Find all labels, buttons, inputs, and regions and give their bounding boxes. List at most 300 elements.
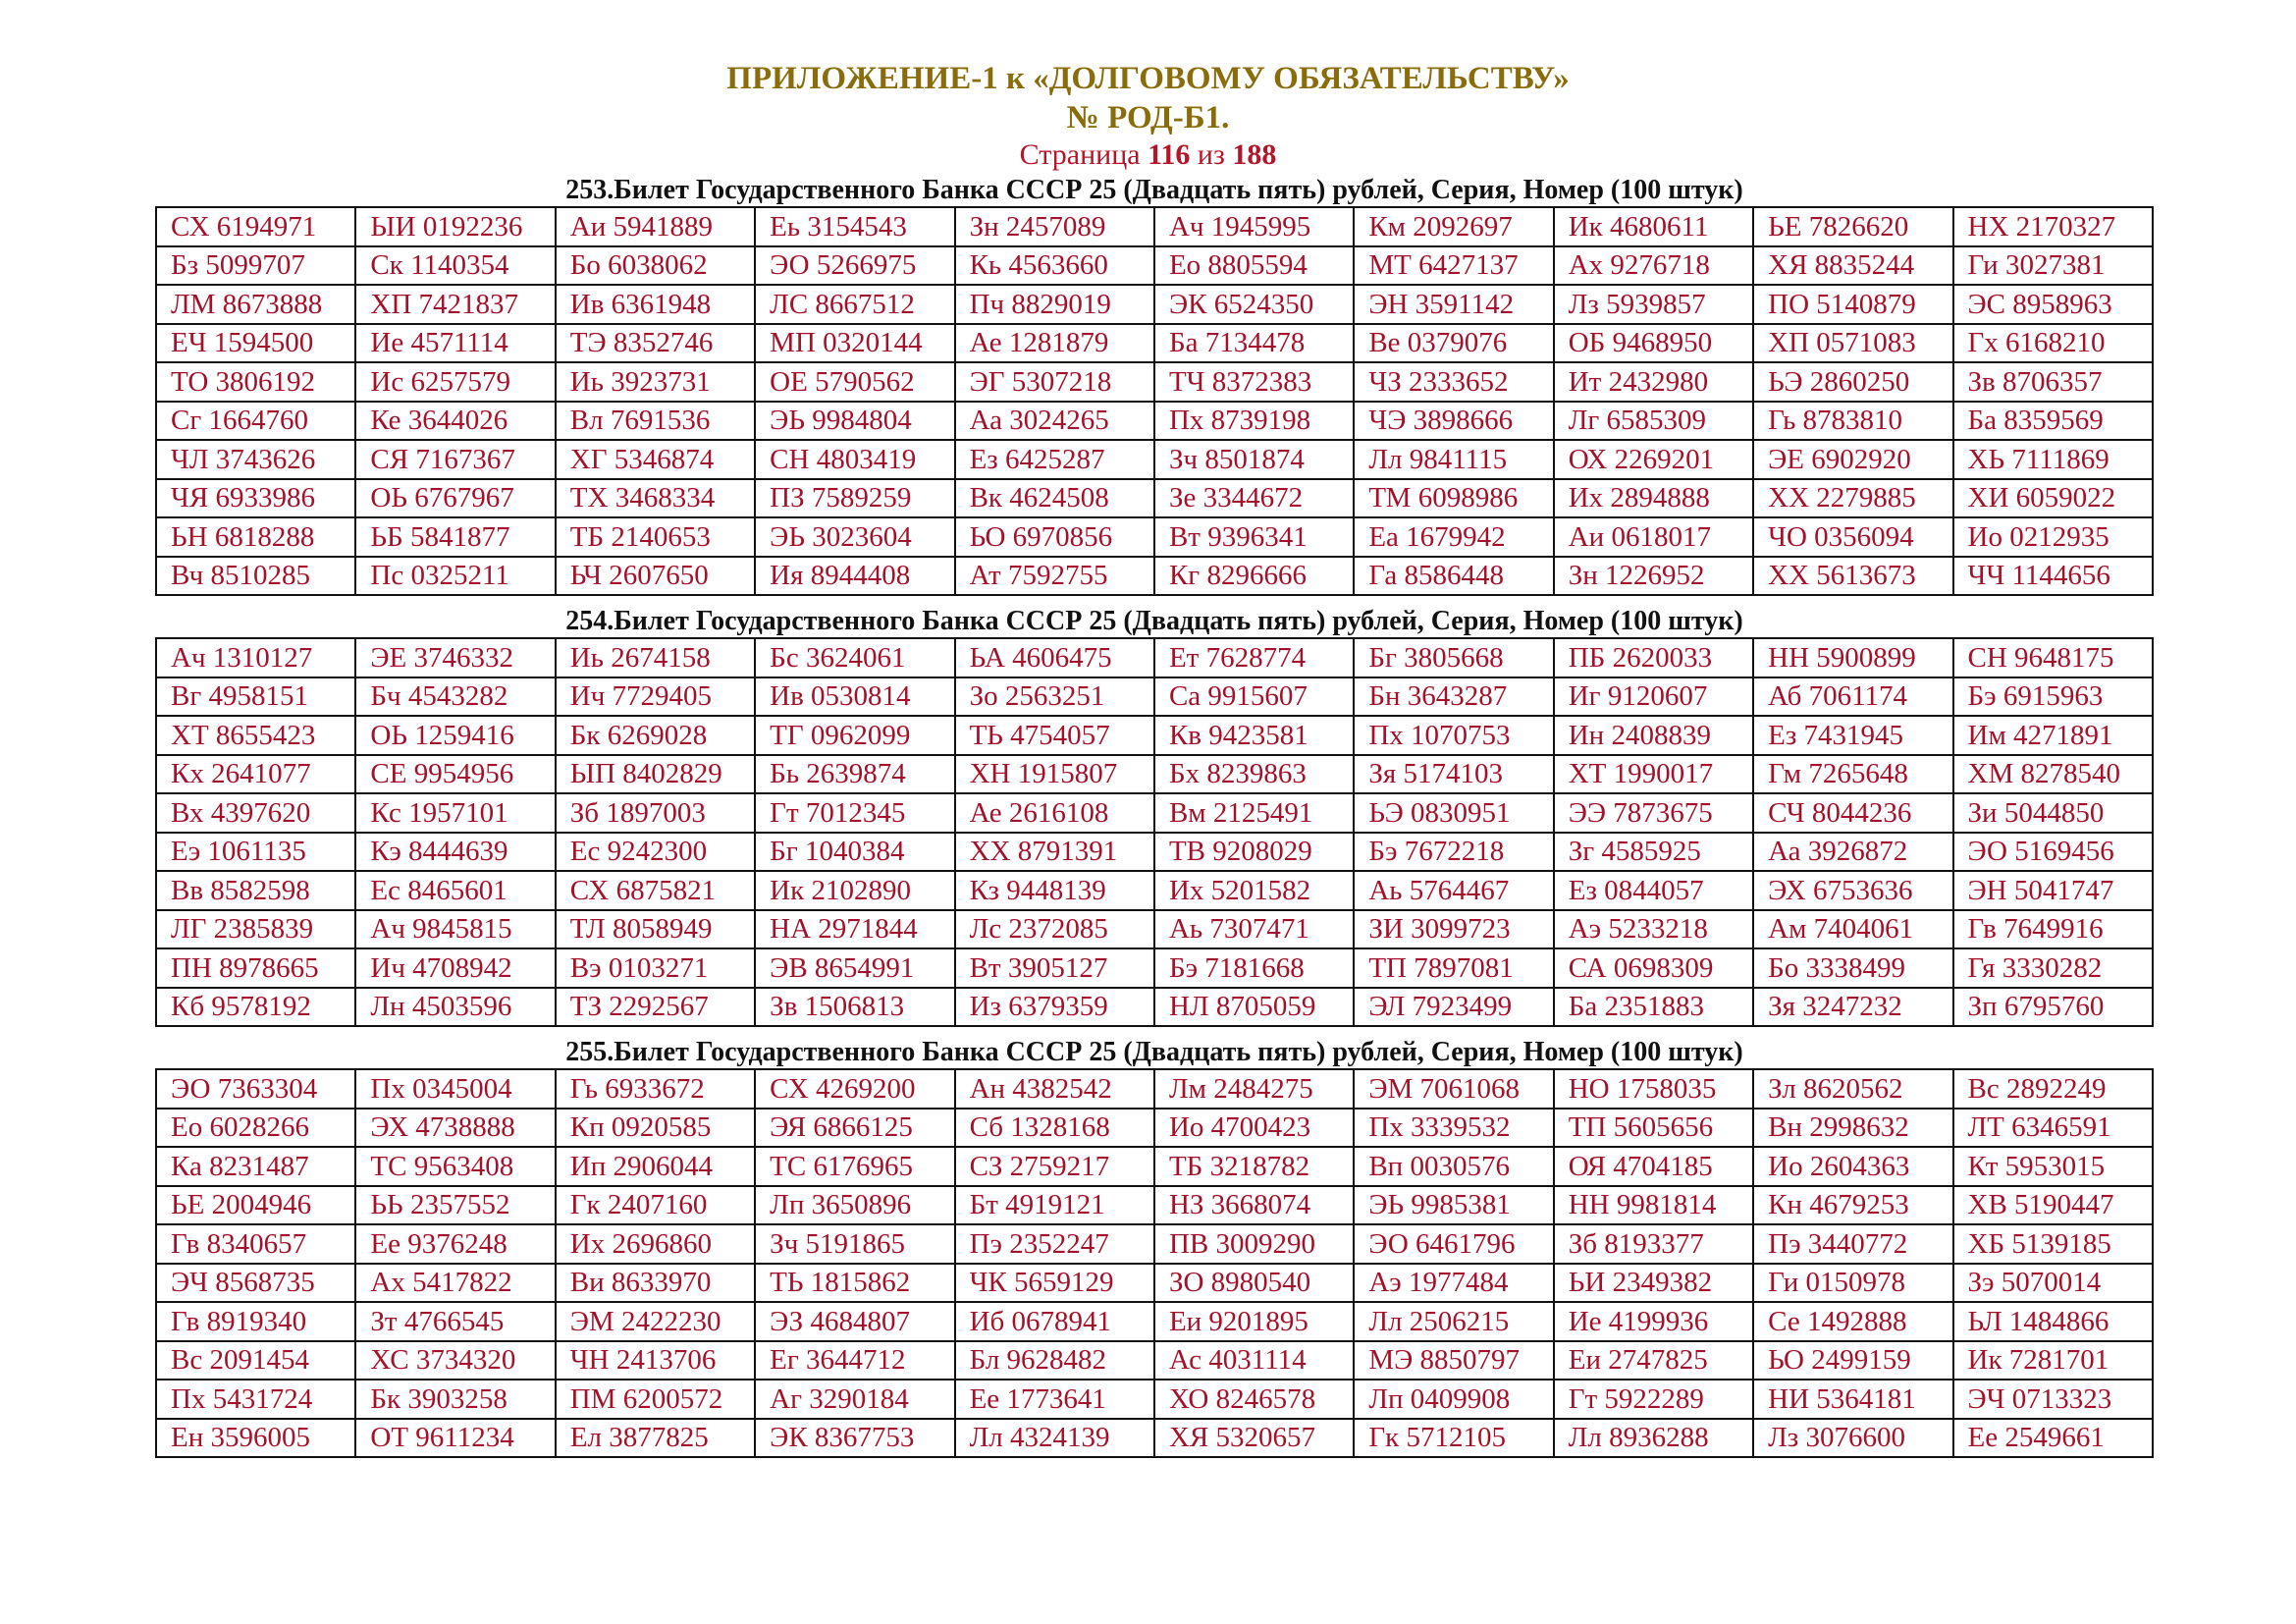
serial-cell: Лм 2484275	[1154, 1069, 1354, 1109]
serial-cell: Иб 0678941	[955, 1302, 1154, 1341]
page-number: 116	[1148, 138, 1191, 171]
serial-cell: ОЬ 6767967	[355, 479, 555, 518]
table-row	[156, 1341, 2153, 1380]
serial-cell: Гк 2407160	[556, 1186, 755, 1225]
serial-cell: Вн 2998632	[1753, 1109, 1952, 1148]
serial-cell: Зл 8620562	[1753, 1069, 1952, 1109]
serial-cell: ЭЯ 6866125	[755, 1109, 954, 1148]
serial-cell: ЬО 2499159	[1753, 1341, 1952, 1380]
serial-cell: ЬЬ 2357552	[355, 1186, 555, 1225]
serial-cell: ТЧ 8372383	[1154, 362, 1354, 402]
serial-cell: Ез 7431945	[1753, 716, 1952, 755]
serial-cell: Бт 4919121	[955, 1186, 1154, 1225]
serial-cell: Еа 1679942	[1354, 517, 1553, 557]
table-row	[156, 324, 2153, 363]
serial-cell: ЭХ 4738888	[355, 1109, 555, 1148]
serial-cell: Бз 5099707	[156, 246, 355, 286]
serial-cell: Бн 3643287	[1354, 677, 1553, 717]
serial-cell: Бс 3624061	[755, 638, 954, 677]
serial-cell: ТО 3806192	[156, 362, 355, 402]
serial-cell: СЗ 2759217	[955, 1147, 1154, 1186]
serial-cell: Ик 2102890	[755, 871, 954, 910]
serial-cell: Ит 2432980	[1554, 362, 1753, 402]
serial-cell: Аь 7307471	[1154, 910, 1354, 949]
serial-cell: Ск 1140354	[355, 246, 555, 286]
serial-cell: ПБ 2620033	[1554, 638, 1753, 677]
serial-cell: Ач 1310127	[156, 638, 355, 677]
serial-cell: Вм 2125491	[1154, 793, 1354, 833]
serial-cell: ЬО 6970856	[955, 517, 1154, 557]
serial-cell: Ан 4382542	[955, 1069, 1154, 1109]
serial-cell: Ам 7404061	[1753, 910, 1952, 949]
serial-cell: ЧЯ 6933986	[156, 479, 355, 518]
serial-cell: Зи 5044850	[1953, 793, 2153, 833]
serial-table	[155, 206, 2154, 596]
serial-cell: ХИ 6059022	[1953, 479, 2153, 518]
document-number: № РОД-Б1.	[1066, 100, 1230, 135]
banknote-section-253	[155, 175, 2154, 596]
serial-cell: Ез 0844057	[1554, 871, 1753, 910]
serial-cell: ЭЗ 4684807	[755, 1302, 954, 1341]
serial-cell: Гх 6168210	[1953, 324, 2153, 363]
table-row	[156, 871, 2153, 910]
serial-cell: Гт 5922289	[1554, 1380, 1753, 1419]
serial-cell: ЭЧ 0713323	[1953, 1380, 2153, 1419]
serial-cell: Ия 8944408	[755, 557, 954, 596]
serial-cell: Лс 2372085	[955, 910, 1154, 949]
serial-cell: Ио 2604363	[1753, 1147, 1952, 1186]
serial-cell: Пх 0345004	[355, 1069, 555, 1109]
serial-cell: Ив 6361948	[556, 285, 755, 324]
serial-cell: Гм 7265648	[1753, 755, 1952, 794]
serial-cell: Ач 9845815	[355, 910, 555, 949]
page-prefix: Страница	[1019, 138, 1141, 171]
serial-cell: ХН 1915807	[955, 755, 1154, 794]
serial-cell: Бк 6269028	[556, 716, 755, 755]
serial-cell: Аг 3290184	[755, 1380, 954, 1419]
serial-cell: Пх 5431724	[156, 1380, 355, 1419]
serial-cell: ЭЬ 3023604	[755, 517, 954, 557]
serial-cell: Ио 4700423	[1154, 1109, 1354, 1148]
serial-cell: Гя 3330282	[1953, 948, 2153, 988]
serial-cell: Зв 1506813	[755, 988, 954, 1027]
serial-cell: Ка 8231487	[156, 1147, 355, 1186]
serial-cell: Ее 9376248	[355, 1224, 555, 1264]
serial-cell: Вэ 0103271	[556, 948, 755, 988]
serial-cell: ПВ 3009290	[1154, 1224, 1354, 1264]
serial-cell: СА 0698309	[1554, 948, 1753, 988]
serial-cell: Ез 6425287	[955, 440, 1154, 479]
serial-cell: Ае 2616108	[955, 793, 1154, 833]
serial-cell: Вч 8510285	[156, 557, 355, 596]
serial-cell: Вс 2892249	[1953, 1069, 2153, 1109]
serial-cell: ЧЗ 2333652	[1354, 362, 1553, 402]
serial-cell: ЭЕ 6902920	[1753, 440, 1952, 479]
serial-cell: НИ 5364181	[1753, 1380, 1952, 1419]
table-row	[156, 479, 2153, 518]
serial-cell: Пх 3339532	[1354, 1109, 1553, 1148]
page-separator: из	[1197, 138, 1225, 171]
serial-cell: ТЬ 4754057	[955, 716, 1154, 755]
serial-cell: Им 4271891	[1953, 716, 2153, 755]
serial-cell: Вв 8582598	[156, 871, 355, 910]
serial-cell: Ее 2549661	[1953, 1419, 2153, 1458]
serial-cell: Аэ 1977484	[1354, 1264, 1553, 1303]
serial-cell: ЬН 6818288	[156, 517, 355, 557]
serial-cell: ЭН 5041747	[1953, 871, 2153, 910]
serial-cell: ХП 7421837	[355, 285, 555, 324]
serial-cell: Зо 2563251	[955, 677, 1154, 717]
serial-cell: Их 2696860	[556, 1224, 755, 1264]
serial-cell: ЭО 6461796	[1354, 1224, 1553, 1264]
serial-cell: Ео 6028266	[156, 1109, 355, 1148]
serial-cell: СЕ 9954956	[355, 755, 555, 794]
serial-cell: Ба 2351883	[1554, 988, 1753, 1027]
serial-cell: ПЗ 7589259	[755, 479, 954, 518]
serial-cell: Бч 4543282	[355, 677, 555, 717]
serial-cell: Сб 1328168	[955, 1109, 1154, 1148]
serial-cell: СЯ 7167367	[355, 440, 555, 479]
serial-cell: Вт 3905127	[955, 948, 1154, 988]
serial-cell: ХМ 8278540	[1953, 755, 2153, 794]
serial-cell: СХ 4269200	[755, 1069, 954, 1109]
serial-cell: Ае 1281879	[955, 324, 1154, 363]
serial-cell: ОЯ 4704185	[1554, 1147, 1753, 1186]
serial-cell: ОТ 9611234	[355, 1419, 555, 1458]
serial-cell: Ен 3596005	[156, 1419, 355, 1458]
table-row	[156, 1380, 2153, 1419]
serial-cell: ЭВ 8654991	[755, 948, 954, 988]
table-row	[156, 716, 2153, 755]
serial-cell: Ат 7592755	[955, 557, 1154, 596]
serial-cell: Лл 4324139	[955, 1419, 1154, 1458]
serial-cell: Ик 4680611	[1554, 207, 1753, 246]
table-row	[156, 638, 2153, 677]
serial-cell: Еэ 1061135	[156, 833, 355, 872]
serial-cell: НЛ 8705059	[1154, 988, 1354, 1027]
serial-cell: Ие 4199936	[1554, 1302, 1753, 1341]
table-row	[156, 1419, 2153, 1458]
serial-cell: ТВ 9208029	[1154, 833, 1354, 872]
serial-cell: ХХ 8791391	[955, 833, 1154, 872]
page-indicator	[0, 135, 2296, 175]
serial-cell: Ел 3877825	[556, 1419, 755, 1458]
table-row	[156, 833, 2153, 872]
serial-cell: Гв 8340657	[156, 1224, 355, 1264]
serial-cell: Зе 3344672	[1154, 479, 1354, 518]
table-row	[156, 1069, 2153, 1109]
table-row	[156, 246, 2153, 286]
table-row	[156, 557, 2153, 596]
serial-cell: ХС 3734320	[355, 1341, 555, 1380]
table-row	[156, 1186, 2153, 1225]
serial-cell: Ес 8465601	[355, 871, 555, 910]
table-row	[156, 402, 2153, 441]
serial-cell: Бэ 7672218	[1354, 833, 1553, 872]
serial-cell: ЭК 8367753	[755, 1419, 954, 1458]
serial-cell: Гв 7649916	[1953, 910, 2153, 949]
serial-cell: ХБ 5139185	[1953, 1224, 2153, 1264]
serial-cell: Ие 4571114	[355, 324, 555, 363]
serial-cell: ЭЭ 7873675	[1554, 793, 1753, 833]
serial-cell: Бо 3338499	[1753, 948, 1952, 988]
serial-cell: Ги 3027381	[1953, 246, 2153, 286]
serial-cell: Лл 2506215	[1354, 1302, 1553, 1341]
serial-cell: ЭЕ 3746332	[355, 638, 555, 677]
serial-cell: Гь 6933672	[556, 1069, 755, 1109]
serial-cell: ЬЕ 7826620	[1753, 207, 1952, 246]
serial-cell: Ба 7134478	[1154, 324, 1354, 363]
serial-cell: НН 5900899	[1753, 638, 1952, 677]
table-row	[156, 1147, 2153, 1186]
serial-cell: НА 2971844	[755, 910, 954, 949]
serial-cell: Кн 4679253	[1753, 1186, 1952, 1225]
serial-cell: ТЬ 1815862	[755, 1264, 954, 1303]
table-row	[156, 755, 2153, 794]
serial-cell: ХЯ 5320657	[1154, 1419, 1354, 1458]
serial-cell: Аб 7061174	[1753, 677, 1952, 717]
serial-cell: Бх 8239863	[1154, 755, 1354, 794]
serial-cell: ЭС 8958963	[1953, 285, 2153, 324]
serial-cell: ЗО 8980540	[1154, 1264, 1354, 1303]
serial-cell: ЬЛ 1484866	[1953, 1302, 2153, 1341]
serial-cell: Се 1492888	[1753, 1302, 1952, 1341]
serial-cell: Са 9915607	[1154, 677, 1354, 717]
serial-cell: ОХ 2269201	[1554, 440, 1753, 479]
table-row	[156, 362, 2153, 402]
serial-cell: Кэ 8444639	[355, 833, 555, 872]
serial-cell: Кс 1957101	[355, 793, 555, 833]
serial-cell: Лл 8936288	[1554, 1419, 1753, 1458]
serial-cell: МТ 6427137	[1354, 246, 1553, 286]
serial-cell: Пэ 2352247	[955, 1224, 1154, 1264]
serial-cell: ЧЛ 3743626	[156, 440, 355, 479]
table-row	[156, 1264, 2153, 1303]
serial-cell: Зя 3247232	[1753, 988, 1952, 1027]
serial-cell: Зб 1897003	[556, 793, 755, 833]
serial-cell: ЬБ 5841877	[355, 517, 555, 557]
serial-cell: Ег 3644712	[755, 1341, 954, 1380]
serial-cell: ПМ 6200572	[556, 1380, 755, 1419]
serial-cell: СХ 6875821	[556, 871, 755, 910]
serial-cell: Ип 2906044	[556, 1147, 755, 1186]
serial-cell: НН 9981814	[1554, 1186, 1753, 1225]
serial-table	[155, 637, 2154, 1027]
table-row	[156, 988, 2153, 1027]
serial-cell: ЭМ 2422230	[556, 1302, 755, 1341]
serial-cell: ТМ 6098986	[1354, 479, 1553, 518]
serial-cell: Лп 0409908	[1354, 1380, 1553, 1419]
serial-cell: Ке 3644026	[355, 402, 555, 441]
serial-cell: ТС 9563408	[355, 1147, 555, 1186]
serial-cell: Вт 9396341	[1154, 517, 1354, 557]
serial-cell: ОБ 9468950	[1554, 324, 1753, 363]
serial-cell: Кв 9423581	[1154, 716, 1354, 755]
serial-cell: Пс 0325211	[355, 557, 555, 596]
serial-cell: ХТ 8655423	[156, 716, 355, 755]
serial-cell: Ви 8633970	[556, 1264, 755, 1303]
section-title: 254.Билет Государственного Банка СССР 25 (Двадцать пять) рублей, Серия, Номер (100 штук)	[565, 606, 1743, 636]
serial-cell: ЬИ 2349382	[1554, 1264, 1753, 1303]
serial-cell: Их 2894888	[1554, 479, 1753, 518]
serial-cell: НО 1758035	[1554, 1069, 1753, 1109]
serial-cell: Еи 9201895	[1154, 1302, 1354, 1341]
serial-cell: Кз 9448139	[955, 871, 1154, 910]
table-row	[156, 1224, 2153, 1264]
serial-cell: ЭЬ 9984804	[755, 402, 954, 441]
serial-cell: ТП 5605656	[1554, 1109, 1753, 1148]
serial-cell: Ио 0212935	[1953, 517, 2153, 557]
serial-cell: Зч 5191865	[755, 1224, 954, 1264]
serial-cell: Ба 8359569	[1953, 402, 2153, 441]
serial-cell: ХО 8246578	[1154, 1380, 1354, 1419]
serial-cell: МЭ 8850797	[1354, 1341, 1553, 1380]
serial-cell: Ео 8805594	[1154, 246, 1354, 286]
serial-cell: Пч 8829019	[955, 285, 1154, 324]
serial-cell: Га 8586448	[1354, 557, 1553, 596]
serial-cell: Кб 9578192	[156, 988, 355, 1027]
serial-cell: Лз 5939857	[1554, 285, 1753, 324]
serial-cell: Кг 8296666	[1154, 557, 1354, 596]
serial-cell: Ин 2408839	[1554, 716, 1753, 755]
serial-cell: ЭГ 5307218	[955, 362, 1154, 402]
serial-cell: Аа 3926872	[1753, 833, 1952, 872]
serial-cell: Аь 5764467	[1354, 871, 1553, 910]
serial-cell: ТГ 0962099	[755, 716, 954, 755]
serial-cell: ТЗ 2292567	[556, 988, 755, 1027]
serial-cell: НХ 2170327	[1953, 207, 2153, 246]
serial-cell: ТХ 3468334	[556, 479, 755, 518]
serial-cell: Кт 5953015	[1953, 1147, 2153, 1186]
page-total: 188	[1232, 138, 1277, 171]
serial-cell: ЕЧ 1594500	[156, 324, 355, 363]
serial-cell: Сг 1664760	[156, 402, 355, 441]
serial-cell: Иь 2674158	[556, 638, 755, 677]
serial-cell: Зэ 5070014	[1953, 1264, 2153, 1303]
serial-cell: ОЕ 5790562	[755, 362, 954, 402]
serial-cell: Зг 4585925	[1554, 833, 1753, 872]
serial-cell: ЬЭ 2860250	[1753, 362, 1952, 402]
serial-cell: ТП 7897081	[1354, 948, 1553, 988]
serial-cell: Еь 3154543	[755, 207, 954, 246]
serial-cell: Ас 4031114	[1154, 1341, 1354, 1380]
serial-cell: Бэ 6915963	[1953, 677, 2153, 717]
table-row	[156, 677, 2153, 717]
serial-cell: Ич 7729405	[556, 677, 755, 717]
serial-cell: Вг 4958151	[156, 677, 355, 717]
serial-cell: ЭК 6524350	[1154, 285, 1354, 324]
document-title: ПРИЛОЖЕНИЕ-1 к «ДОЛГОВОМУ ОБЯЗАТЕЛЬСТВУ»	[726, 61, 1570, 96]
serial-cell: СЧ 8044236	[1753, 793, 1952, 833]
table-row	[156, 910, 2153, 949]
serial-cell: Лп 3650896	[755, 1186, 954, 1225]
serial-cell: Ах 9276718	[1554, 246, 1753, 286]
serial-cell: Бь 2639874	[755, 755, 954, 794]
serial-cell: Ги 0150978	[1753, 1264, 1952, 1303]
serial-cell: ЭМ 7061068	[1354, 1069, 1553, 1109]
serial-cell: ХТ 1990017	[1554, 755, 1753, 794]
serial-cell: Пх 1070753	[1354, 716, 1553, 755]
serial-cell: ХЬ 7111869	[1953, 440, 2153, 479]
serial-cell: ЧЧ 1144656	[1953, 557, 2153, 596]
serial-cell: Бг 3805668	[1354, 638, 1553, 677]
serial-cell: Лг 6585309	[1554, 402, 1753, 441]
serial-cell: ХП 0571083	[1753, 324, 1952, 363]
serial-cell: Пэ 3440772	[1753, 1224, 1952, 1264]
serial-cell: Аи 0618017	[1554, 517, 1753, 557]
serial-cell: Бл 9628482	[955, 1341, 1154, 1380]
serial-cell: Ич 4708942	[355, 948, 555, 988]
serial-cell: ЫИ 0192236	[355, 207, 555, 246]
serial-cell: ХГ 5346874	[556, 440, 755, 479]
serial-cell: ЧО 0356094	[1753, 517, 1952, 557]
serial-cell: Ет 7628774	[1154, 638, 1354, 677]
serial-cell: Гь 8783810	[1753, 402, 1952, 441]
serial-cell: ТС 6176965	[755, 1147, 954, 1186]
serial-cell: Ес 9242300	[556, 833, 755, 872]
serial-cell: Зт 4766545	[355, 1302, 555, 1341]
table-row	[156, 517, 2153, 557]
serial-cell: Кп 0920585	[556, 1109, 755, 1148]
serial-cell: ЛС 8667512	[755, 285, 954, 324]
serial-cell: Зч 8501874	[1154, 440, 1354, 479]
serial-cell: ТБ 2140653	[556, 517, 755, 557]
serial-cell: Зв 8706357	[1953, 362, 2153, 402]
serial-cell: СН 4803419	[755, 440, 954, 479]
serial-cell: Иь 3923731	[556, 362, 755, 402]
serial-cell: Гк 5712105	[1354, 1419, 1553, 1458]
serial-cell: Зб 8193377	[1554, 1224, 1753, 1264]
serial-cell: МП 0320144	[755, 324, 954, 363]
serial-cell: ЭЛ 7923499	[1354, 988, 1553, 1027]
serial-cell: Бэ 7181668	[1154, 948, 1354, 988]
table-row	[156, 948, 2153, 988]
serial-cell: Ее 1773641	[955, 1380, 1154, 1419]
serial-cell: ЭО 5266975	[755, 246, 954, 286]
table-row	[156, 440, 2153, 479]
serial-cell: Вл 7691536	[556, 402, 755, 441]
serial-cell: Аа 3024265	[955, 402, 1154, 441]
serial-cell: ЭЧ 8568735	[156, 1264, 355, 1303]
serial-cell: Еи 2747825	[1554, 1341, 1753, 1380]
table-row	[156, 1302, 2153, 1341]
serial-cell: Вс 2091454	[156, 1341, 355, 1380]
serial-cell: ТЭ 8352746	[556, 324, 755, 363]
serial-cell: ЭО 5169456	[1953, 833, 2153, 872]
serial-cell: Ах 5417822	[355, 1264, 555, 1303]
serial-cell: ХХ 5613673	[1753, 557, 1952, 596]
serial-cell: ЧК 5659129	[955, 1264, 1154, 1303]
serial-cell: Зн 1226952	[1554, 557, 1753, 596]
serial-cell: ЛТ 6346591	[1953, 1109, 2153, 1148]
serial-cell: Зп 6795760	[1953, 988, 2153, 1027]
serial-cell: ЛГ 2385839	[156, 910, 355, 949]
serial-cell: ЛМ 8673888	[156, 285, 355, 324]
serial-cell: Их 5201582	[1154, 871, 1354, 910]
banknote-section-255	[155, 1037, 2154, 1458]
serial-cell: ПН 8978665	[156, 948, 355, 988]
section-title: 253.Билет Государственного Банка СССР 25 (Двадцать пять) рублей, Серия, Номер (100 штук)	[565, 175, 1743, 205]
serial-cell: Аи 5941889	[556, 207, 755, 246]
serial-cell: Аэ 5233218	[1554, 910, 1753, 949]
serial-cell: СХ 6194971	[156, 207, 355, 246]
banknote-section-254	[155, 606, 2154, 1027]
serial-cell: ПО 5140879	[1753, 285, 1952, 324]
serial-cell: ЭЬ 9985381	[1354, 1186, 1553, 1225]
serial-cell: Зн 2457089	[955, 207, 1154, 246]
serial-cell: СН 9648175	[1953, 638, 2153, 677]
serial-cell: Кь 4563660	[955, 246, 1154, 286]
